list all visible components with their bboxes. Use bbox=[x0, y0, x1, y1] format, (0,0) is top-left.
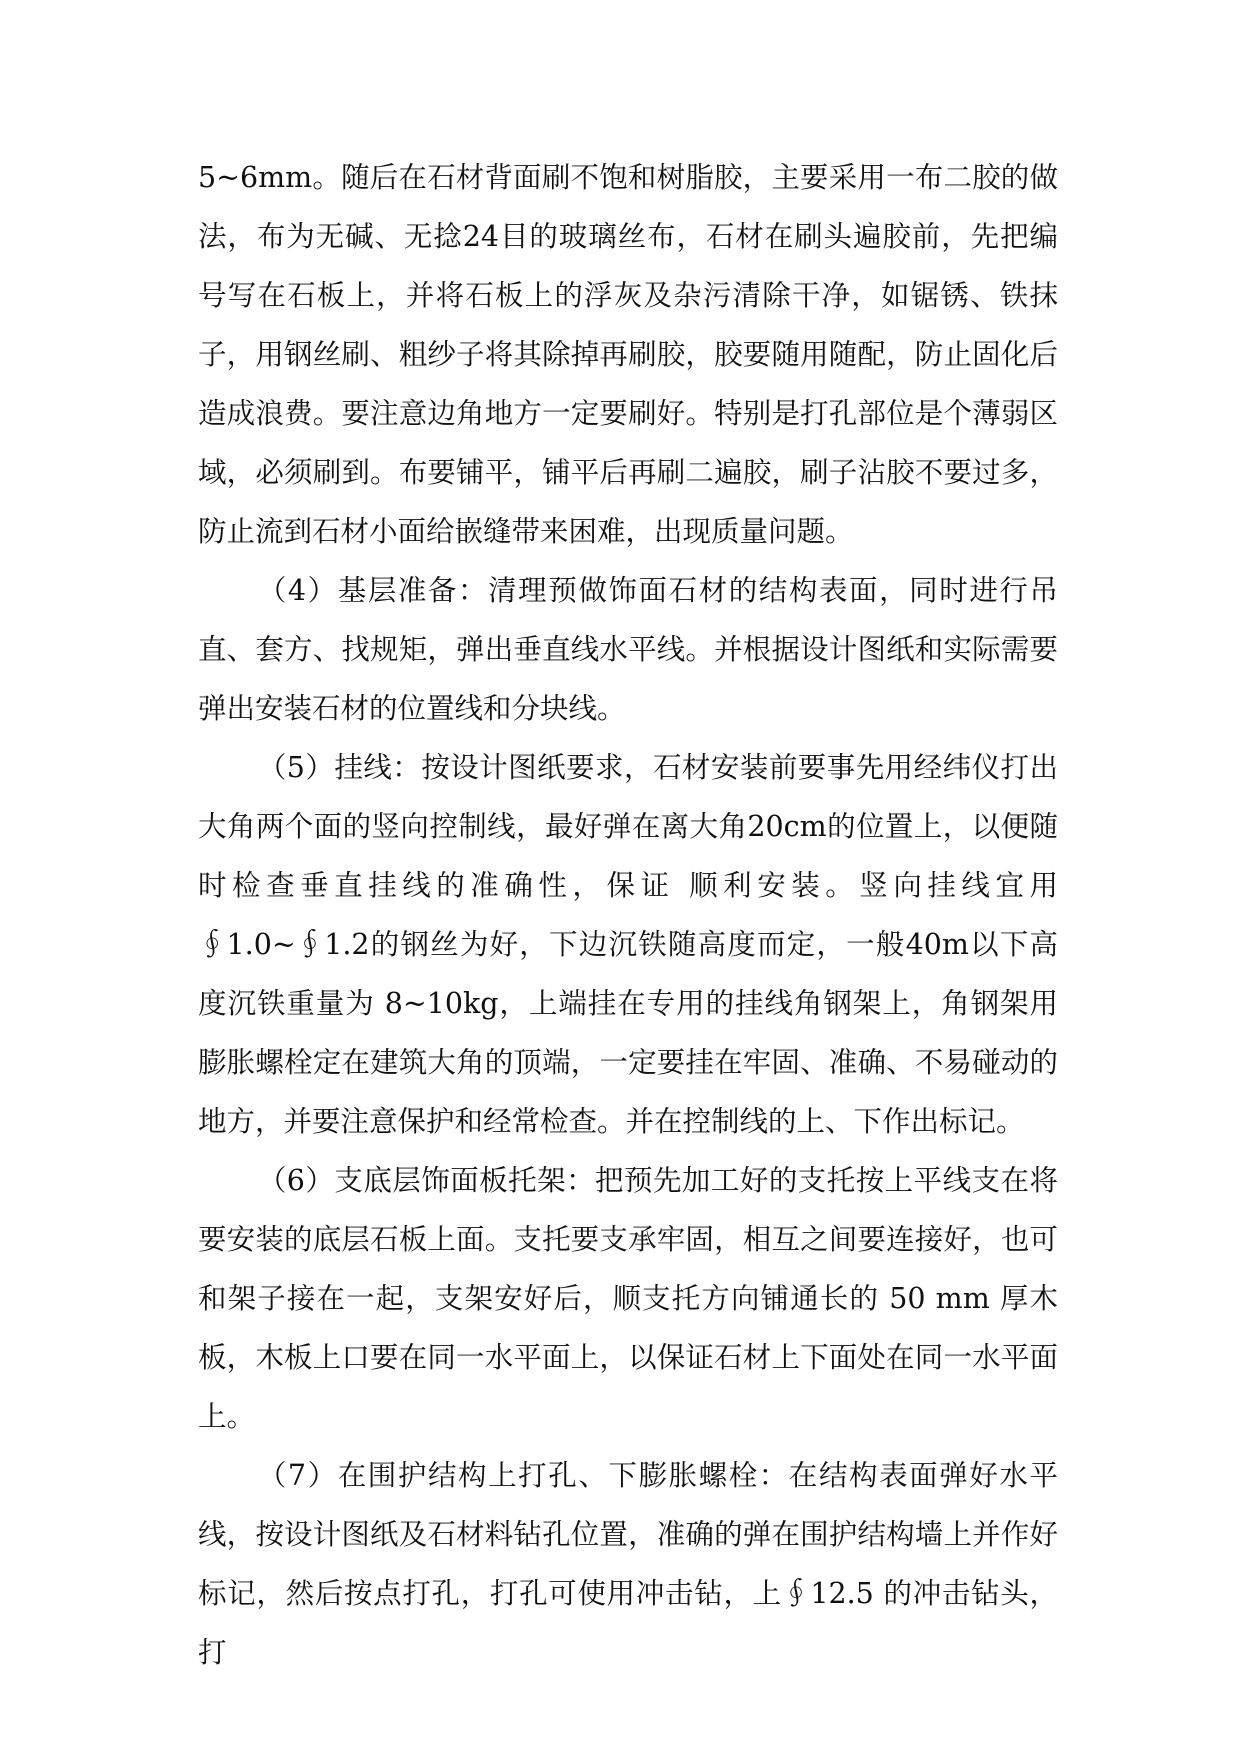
paragraph-step-6: （6）支底层饰面板托架：把预先加工好的支托按上平线支在将要安装的底层石板上面。支托要支承牢固，相互之间要连接好，也可和架子接在一起，支架安好后，顺支托方向铺通长的 50 mm 厚木板，木板上口要在同一水平面上，以保证石材上下面处在同一水平面上。 bbox=[198, 1164, 1058, 1433]
document-page bbox=[198, 148, 1058, 1682]
paragraph-step-7: （7）在围护结构上打孔、下膨胀螺栓：在结构表面弹好水平线，按设计图纸及石材料钻孔位置，准确的弹在围护结构墙上并作好标记，然后按点打孔，打孔可使用冲击钻，上∮12.5 的冲击钻头，打 bbox=[198, 1459, 1058, 1669]
paragraph-step-4: （4）基层准备：清理预做饰面石材的结构表面，同时进行吊直、套方、找规矩，弹出垂直线水平线。并根据设计图纸和实际需要弹出安装石材的位置线和分块线。 bbox=[198, 574, 1058, 725]
paragraph-step-5: （5）挂线：按设计图纸要求，石材安装前要事先用经纬仪打出大角两个面的竖向控制线，最好弹在离大角20cm的位置上，以便随时检查垂直挂线的准确性，保证 顺利安装。竖向挂线宜用∮1.0~∮1.2的钢丝为好，下边沉铁随高度而定，一般40m以下高度沉铁重量为 8~10kg，上端挂在专用的挂线角钢架上，角钢架用膨胀螺栓定在建筑大角的顶端，一定要挂在牢固、准确、不易碰动的地方，并要注意保护和经常检查。并在控制线的上、下作出标记。 bbox=[198, 751, 1058, 1138]
paragraph-continued: 5~6mm。随后在石材背面刷不饱和树脂胶，主要采用一布二胶的做法，布为无碱、无捻24目的玻璃丝布，石材在刷头遍胶前，先把编号写在石板上，并将石板上的浮灰及杂污清除干净，如锯锈、铁抹子，用钢丝刷、粗纱子将其除掉再刷胶，胶要随用随配，防止固化后造成浪费。要注意边角地方一定要刷好。特别是打孔部位是个薄弱区域，必须刷到。布要铺平，铺平后再刷二遍胶，刷子沾胶不要过多，防止流到石材小面给嵌缝带来困难，出现质量问题。 bbox=[198, 161, 1058, 548]
